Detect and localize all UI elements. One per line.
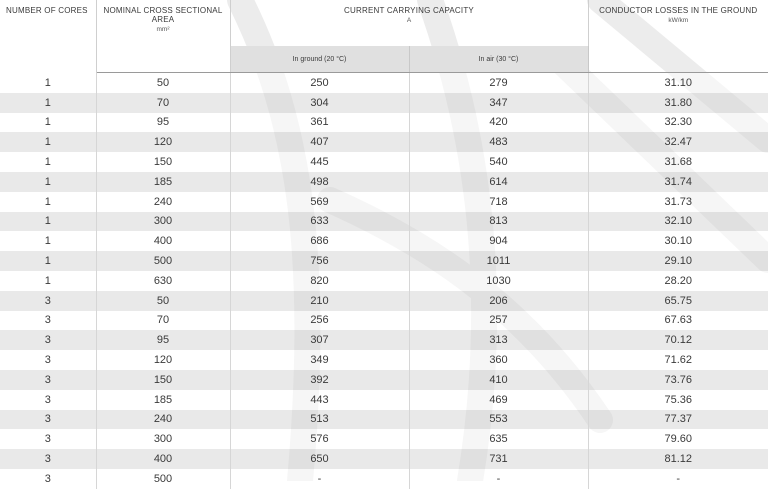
cell-in-air: 718 bbox=[409, 192, 588, 212]
table-row bbox=[0, 429, 768, 449]
cell-in-air: 483 bbox=[409, 132, 588, 152]
cell-area: 150 bbox=[96, 152, 230, 172]
cell-cores: 1 bbox=[0, 172, 96, 192]
cell-in-ground: 498 bbox=[230, 172, 409, 192]
cell-cores: 1 bbox=[0, 192, 96, 212]
cell-cores: 1 bbox=[0, 93, 96, 113]
cell-cores: 1 bbox=[0, 152, 96, 172]
cell-cores: 3 bbox=[0, 390, 96, 410]
table-row bbox=[0, 370, 768, 390]
header-area-spacer bbox=[96, 46, 230, 73]
header-conductor-losses: CONDUCTOR LOSSES IN THE GROUND kW/km bbox=[588, 0, 768, 46]
table-row bbox=[0, 311, 768, 331]
cell-area: 240 bbox=[96, 192, 230, 212]
cell-in-ground: 407 bbox=[230, 132, 409, 152]
cell-in-ground: 686 bbox=[230, 231, 409, 251]
cell-losses: 67.63 bbox=[588, 311, 768, 331]
cell-in-ground: 650 bbox=[230, 449, 409, 469]
cell-area: 185 bbox=[96, 172, 230, 192]
header-current-carrying-capacity: CURRENT CARRYING CAPACITY A bbox=[230, 0, 588, 46]
cell-in-ground: 513 bbox=[230, 410, 409, 430]
cell-in-air: 540 bbox=[409, 152, 588, 172]
table-row bbox=[0, 192, 768, 212]
cell-in-air: - bbox=[409, 469, 588, 489]
cell-in-ground: - bbox=[230, 469, 409, 489]
table-row bbox=[0, 350, 768, 370]
table-row bbox=[0, 93, 768, 113]
cell-in-air: 347 bbox=[409, 93, 588, 113]
cell-losses: 31.74 bbox=[588, 172, 768, 192]
cell-in-air: 410 bbox=[409, 370, 588, 390]
table-row bbox=[0, 410, 768, 430]
cell-in-air: 469 bbox=[409, 390, 588, 410]
cell-cores: 3 bbox=[0, 370, 96, 390]
cell-losses: 31.80 bbox=[588, 93, 768, 113]
cell-losses: 75.36 bbox=[588, 390, 768, 410]
cell-area: 50 bbox=[96, 73, 230, 93]
cell-in-air: 553 bbox=[409, 410, 588, 430]
cell-in-ground: 361 bbox=[230, 113, 409, 133]
cell-in-air: 206 bbox=[409, 291, 588, 311]
cell-cores: 3 bbox=[0, 429, 96, 449]
table-row bbox=[0, 469, 768, 489]
cell-cores: 3 bbox=[0, 449, 96, 469]
cell-in-ground: 445 bbox=[230, 152, 409, 172]
table-row bbox=[0, 172, 768, 192]
table-row bbox=[0, 251, 768, 271]
cell-area: 400 bbox=[96, 449, 230, 469]
area-unit: mm² bbox=[156, 26, 170, 33]
cell-in-ground: 210 bbox=[230, 291, 409, 311]
table-row bbox=[0, 113, 768, 133]
cell-area: 500 bbox=[96, 469, 230, 489]
cell-losses: 31.73 bbox=[588, 192, 768, 212]
capacity-unit: A bbox=[406, 17, 412, 24]
header-number-of-cores: NUMBER OF CORES bbox=[0, 0, 96, 73]
cell-losses: 81.12 bbox=[588, 449, 768, 469]
cell-in-ground: 250 bbox=[230, 73, 409, 93]
cell-losses: 32.47 bbox=[588, 132, 768, 152]
cell-in-air: 1011 bbox=[409, 251, 588, 271]
cell-losses: 71.62 bbox=[588, 350, 768, 370]
header-losses-spacer bbox=[588, 46, 768, 73]
cell-area: 500 bbox=[96, 251, 230, 271]
cell-losses: 73.76 bbox=[588, 370, 768, 390]
cell-losses: 77.37 bbox=[588, 410, 768, 430]
cell-area: 95 bbox=[96, 113, 230, 133]
cell-in-air: 257 bbox=[409, 311, 588, 331]
cell-cores: 3 bbox=[0, 330, 96, 350]
cell-in-air: 279 bbox=[409, 73, 588, 93]
cell-cores: 1 bbox=[0, 271, 96, 291]
cell-in-ground: 820 bbox=[230, 271, 409, 291]
cell-in-ground: 576 bbox=[230, 429, 409, 449]
cell-area: 50 bbox=[96, 291, 230, 311]
cell-losses: 70.12 bbox=[588, 330, 768, 350]
table-row bbox=[0, 152, 768, 172]
cell-in-air: 313 bbox=[409, 330, 588, 350]
cell-area: 300 bbox=[96, 429, 230, 449]
table-body bbox=[0, 73, 768, 489]
cell-losses: 31.68 bbox=[588, 152, 768, 172]
cell-cores: 3 bbox=[0, 410, 96, 430]
losses-unit: kW/km bbox=[668, 17, 689, 24]
cell-cores: 1 bbox=[0, 251, 96, 271]
cell-in-air: 635 bbox=[409, 429, 588, 449]
cell-cores: 3 bbox=[0, 311, 96, 331]
cell-area: 400 bbox=[96, 231, 230, 251]
table-row bbox=[0, 212, 768, 232]
cell-in-ground: 569 bbox=[230, 192, 409, 212]
cell-in-air: 904 bbox=[409, 231, 588, 251]
cell-in-air: 614 bbox=[409, 172, 588, 192]
cell-in-ground: 392 bbox=[230, 370, 409, 390]
cell-in-air: 813 bbox=[409, 212, 588, 232]
cell-in-air: 360 bbox=[409, 350, 588, 370]
cell-cores: 1 bbox=[0, 212, 96, 232]
cell-area: 240 bbox=[96, 410, 230, 430]
cell-area: 150 bbox=[96, 370, 230, 390]
cell-losses: - bbox=[588, 469, 768, 489]
cell-cores: 1 bbox=[0, 231, 96, 251]
cell-losses: 79.60 bbox=[588, 429, 768, 449]
cell-in-ground: 443 bbox=[230, 390, 409, 410]
table-row bbox=[0, 291, 768, 311]
cell-area: 300 bbox=[96, 212, 230, 232]
cell-losses: 65.75 bbox=[588, 291, 768, 311]
cell-area: 70 bbox=[96, 93, 230, 113]
cell-losses: 30.10 bbox=[588, 231, 768, 251]
header-nominal-cross-sectional-area: NOMINAL CROSS SECTIONAL AREA mm² bbox=[96, 0, 230, 46]
table-row bbox=[0, 231, 768, 251]
cell-in-ground: 307 bbox=[230, 330, 409, 350]
cell-in-air: 420 bbox=[409, 113, 588, 133]
table-row bbox=[0, 449, 768, 469]
table-row bbox=[0, 73, 768, 93]
cell-area: 120 bbox=[96, 132, 230, 152]
cell-cores: 1 bbox=[0, 73, 96, 93]
table-row bbox=[0, 132, 768, 152]
cell-losses: 28.20 bbox=[588, 271, 768, 291]
cell-area: 630 bbox=[96, 271, 230, 291]
cell-in-ground: 349 bbox=[230, 350, 409, 370]
cell-area: 120 bbox=[96, 350, 230, 370]
cell-in-air: 731 bbox=[409, 449, 588, 469]
cell-losses: 32.10 bbox=[588, 212, 768, 232]
subheader-in-ground: In ground (20 °C) bbox=[230, 46, 409, 73]
subheader-in-air: In air (30 °C) bbox=[409, 46, 588, 73]
cell-in-ground: 304 bbox=[230, 93, 409, 113]
cell-in-ground: 256 bbox=[230, 311, 409, 331]
cell-cores: 3 bbox=[0, 350, 96, 370]
cell-in-ground: 633 bbox=[230, 212, 409, 232]
cell-area: 95 bbox=[96, 330, 230, 350]
cell-cores: 3 bbox=[0, 291, 96, 311]
cell-losses: 29.10 bbox=[588, 251, 768, 271]
cell-in-ground: 756 bbox=[230, 251, 409, 271]
cell-area: 70 bbox=[96, 311, 230, 331]
table-row bbox=[0, 330, 768, 350]
cell-cores: 1 bbox=[0, 113, 96, 133]
cell-losses: 32.30 bbox=[588, 113, 768, 133]
cell-losses: 31.10 bbox=[588, 73, 768, 93]
table-row bbox=[0, 271, 768, 291]
cell-cores: 1 bbox=[0, 132, 96, 152]
cell-in-air: 1030 bbox=[409, 271, 588, 291]
cell-cores: 3 bbox=[0, 469, 96, 489]
cell-area: 185 bbox=[96, 390, 230, 410]
table-row bbox=[0, 390, 768, 410]
